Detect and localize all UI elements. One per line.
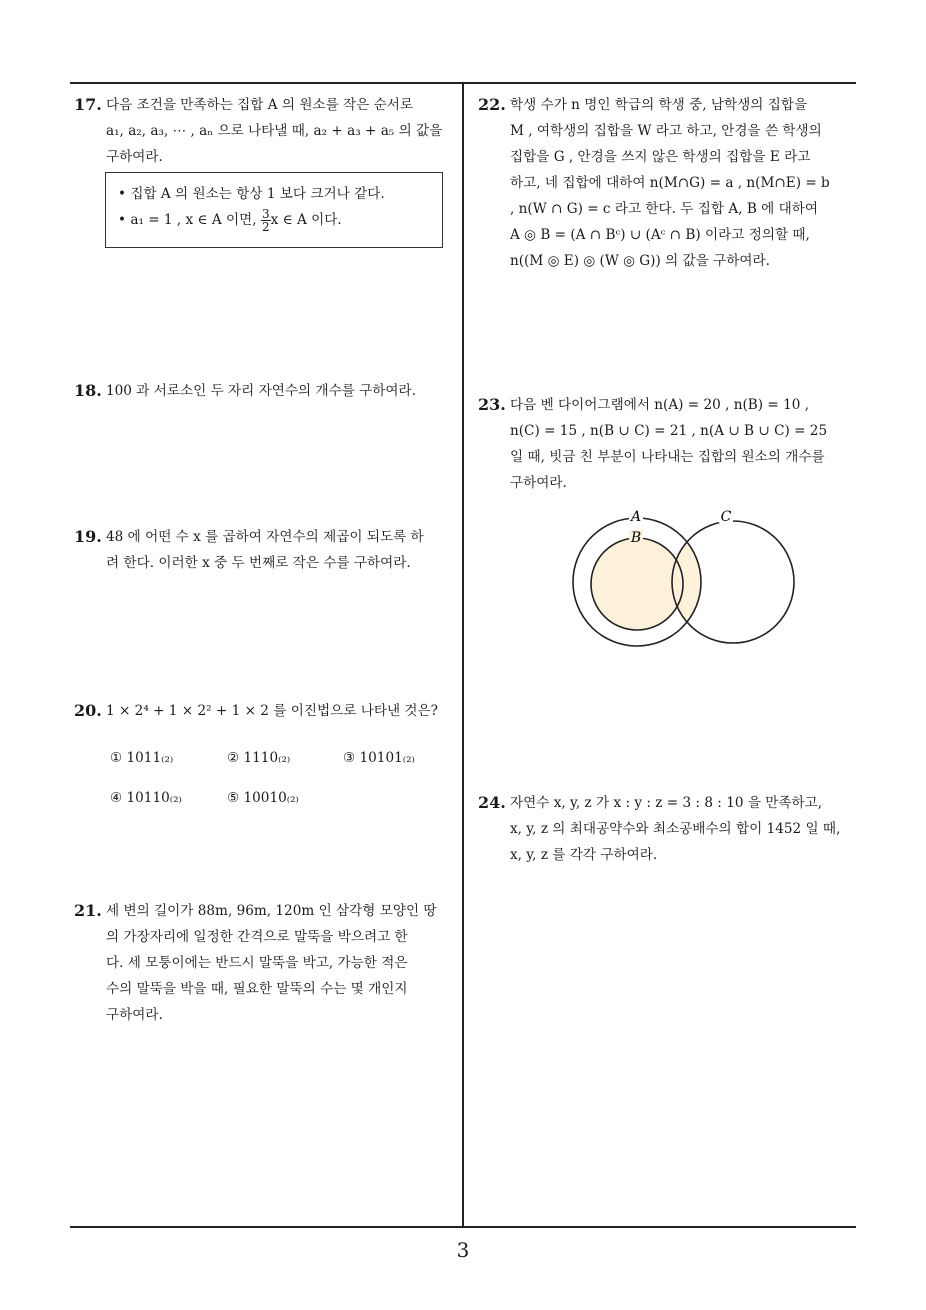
problem-text-line: A ◎ B = (A ∩ Bᶜ) ∪ (Aᶜ ∩ B) 이라고 정의할 때, [510,227,810,243]
problem-text-line: , n(W ∩ G) = c 라고 한다. 두 집합 A, B 에 대하여 [510,201,818,217]
bottom-rule [70,1226,856,1228]
problem-number: 19. [74,527,102,546]
page-number: 3 [456,1238,470,1262]
problem-text-line: 48 에 어떤 수 x 를 곱하여 자연수의 제곱이 되도록 하 [106,529,424,545]
problem-text-line: 하고, 네 집합에 대하여 n(M∩G) = a , n(M∩E) = b [510,175,830,191]
venn-label-b: B [630,530,642,546]
problem-18 [74,378,458,404]
problem-text-line: 구하여라. [106,149,163,165]
problem-text-line: 의 가장자리에 일정한 간격으로 말뚝을 박으려고 한 [106,929,408,945]
venn-diagram [560,500,810,660]
problem-text-line: 자연수 x, y, z 가 x : y : z = 3 : 8 : 10 을 만족하고, [510,795,823,811]
problem-text-line: a₁, a₂, a₃, ⋯ , aₙ 으로 나타낼 때, a₂ + a₃ + a₅ 의 값을 [106,123,443,139]
problem-text-line: x, y, z 의 최대공약수와 최소공배수의 합이 1452 일 때, [510,821,841,837]
condition-item: • 집합 A 의 원소는 항상 1 보다 크거나 같다. [118,186,385,202]
problem-number: 22. [478,95,506,114]
problem-text-line: M , 여학생의 집합을 W 라고 하고, 안경을 쓴 학생의 [510,123,822,139]
problem-text-line: 려 한다. 이러한 x 중 두 번째로 작은 수를 구하여라. [106,555,411,571]
problem-text-line: 일 때, 빗금 친 부분이 나타내는 집합의 원소의 개수를 [510,449,825,465]
venn-label-c: C [720,509,732,525]
choice-5[interactable]: ⑤ 10010₍₂₎ [227,790,299,806]
problem-text-line: 세 변의 길이가 88m, 96m, 120m 인 삼각형 모양인 땅 [106,903,437,919]
column-divider [462,82,464,1228]
problem-17 [74,92,458,170]
problem-text-line: x, y, z 를 각각 구하여라. [510,847,658,863]
problem-20 [74,698,458,724]
problem-24 [478,790,862,868]
problem-21 [74,898,458,1028]
problem-number: 18. [74,381,102,400]
venn-label-a: A [630,509,642,525]
choice-2[interactable]: ② 1110₍₂₎ [227,750,291,766]
problem-text-line: n((M ◎ E) ◎ (W ◎ G)) 의 값을 구하여라. [510,253,770,269]
condition-item [118,207,430,233]
problem-number: 17. [74,95,102,114]
fraction [261,208,271,233]
problem-text-line: 수의 말뚝을 박을 때, 필요한 말뚝의 수는 몇 개인지 [106,981,408,997]
condition-text: • a₁ = 1 , x ∈ A 이면, [118,212,261,228]
problem-text-line: 다음 벤 다이어그램에서 n(A) = 20 , n(B) = 10 , [510,397,810,413]
problem-text-line: 1 × 2⁴ + 1 × 2² + 1 × 2 를 이진법으로 나타낸 것은? [106,703,438,719]
problem-23 [478,392,862,496]
choice-1[interactable]: ① 1011₍₂₎ [110,750,174,766]
problem-number: 21. [74,901,102,920]
choice-4[interactable]: ④ 10110₍₂₎ [110,790,182,806]
fraction-denominator: 2 [261,220,270,234]
problem-number: 24. [478,793,506,812]
problem-text-line: 학생 수가 n 명인 학급의 학생 중, 남학생의 집합을 [510,97,808,113]
problem-number: 20. [74,701,102,720]
problem-19 [74,524,458,576]
condition-box [105,172,443,248]
fraction-numerator: 3 [261,207,270,221]
problem-text-line: n(C) = 15 , n(B ∪ C) = 21 , n(A ∪ B ∪ C) = 25 [510,423,828,439]
problem-text-line: 집합을 G , 안경을 쓰지 않은 학생의 집합을 E 라고 [510,149,811,165]
problem-text-line: 다. 세 모퉁이에는 반드시 말뚝을 박고, 가능한 적은 [106,955,408,971]
choice-3[interactable]: ③ 10101₍₂₎ [343,750,415,766]
problem-text-line: 100 과 서로소인 두 자리 자연수의 개수를 구하여라. [106,383,417,399]
problem-text-line: 구하여라. [106,1007,163,1023]
condition-text: x ∈ A 이다. [270,212,342,228]
problem-text-line: 다음 조건을 만족하는 집합 A 의 원소를 작은 순서로 [106,97,414,113]
problem-text-line: 구하여라. [510,475,567,491]
problem-22 [478,92,862,274]
problem-number: 23. [478,395,506,414]
